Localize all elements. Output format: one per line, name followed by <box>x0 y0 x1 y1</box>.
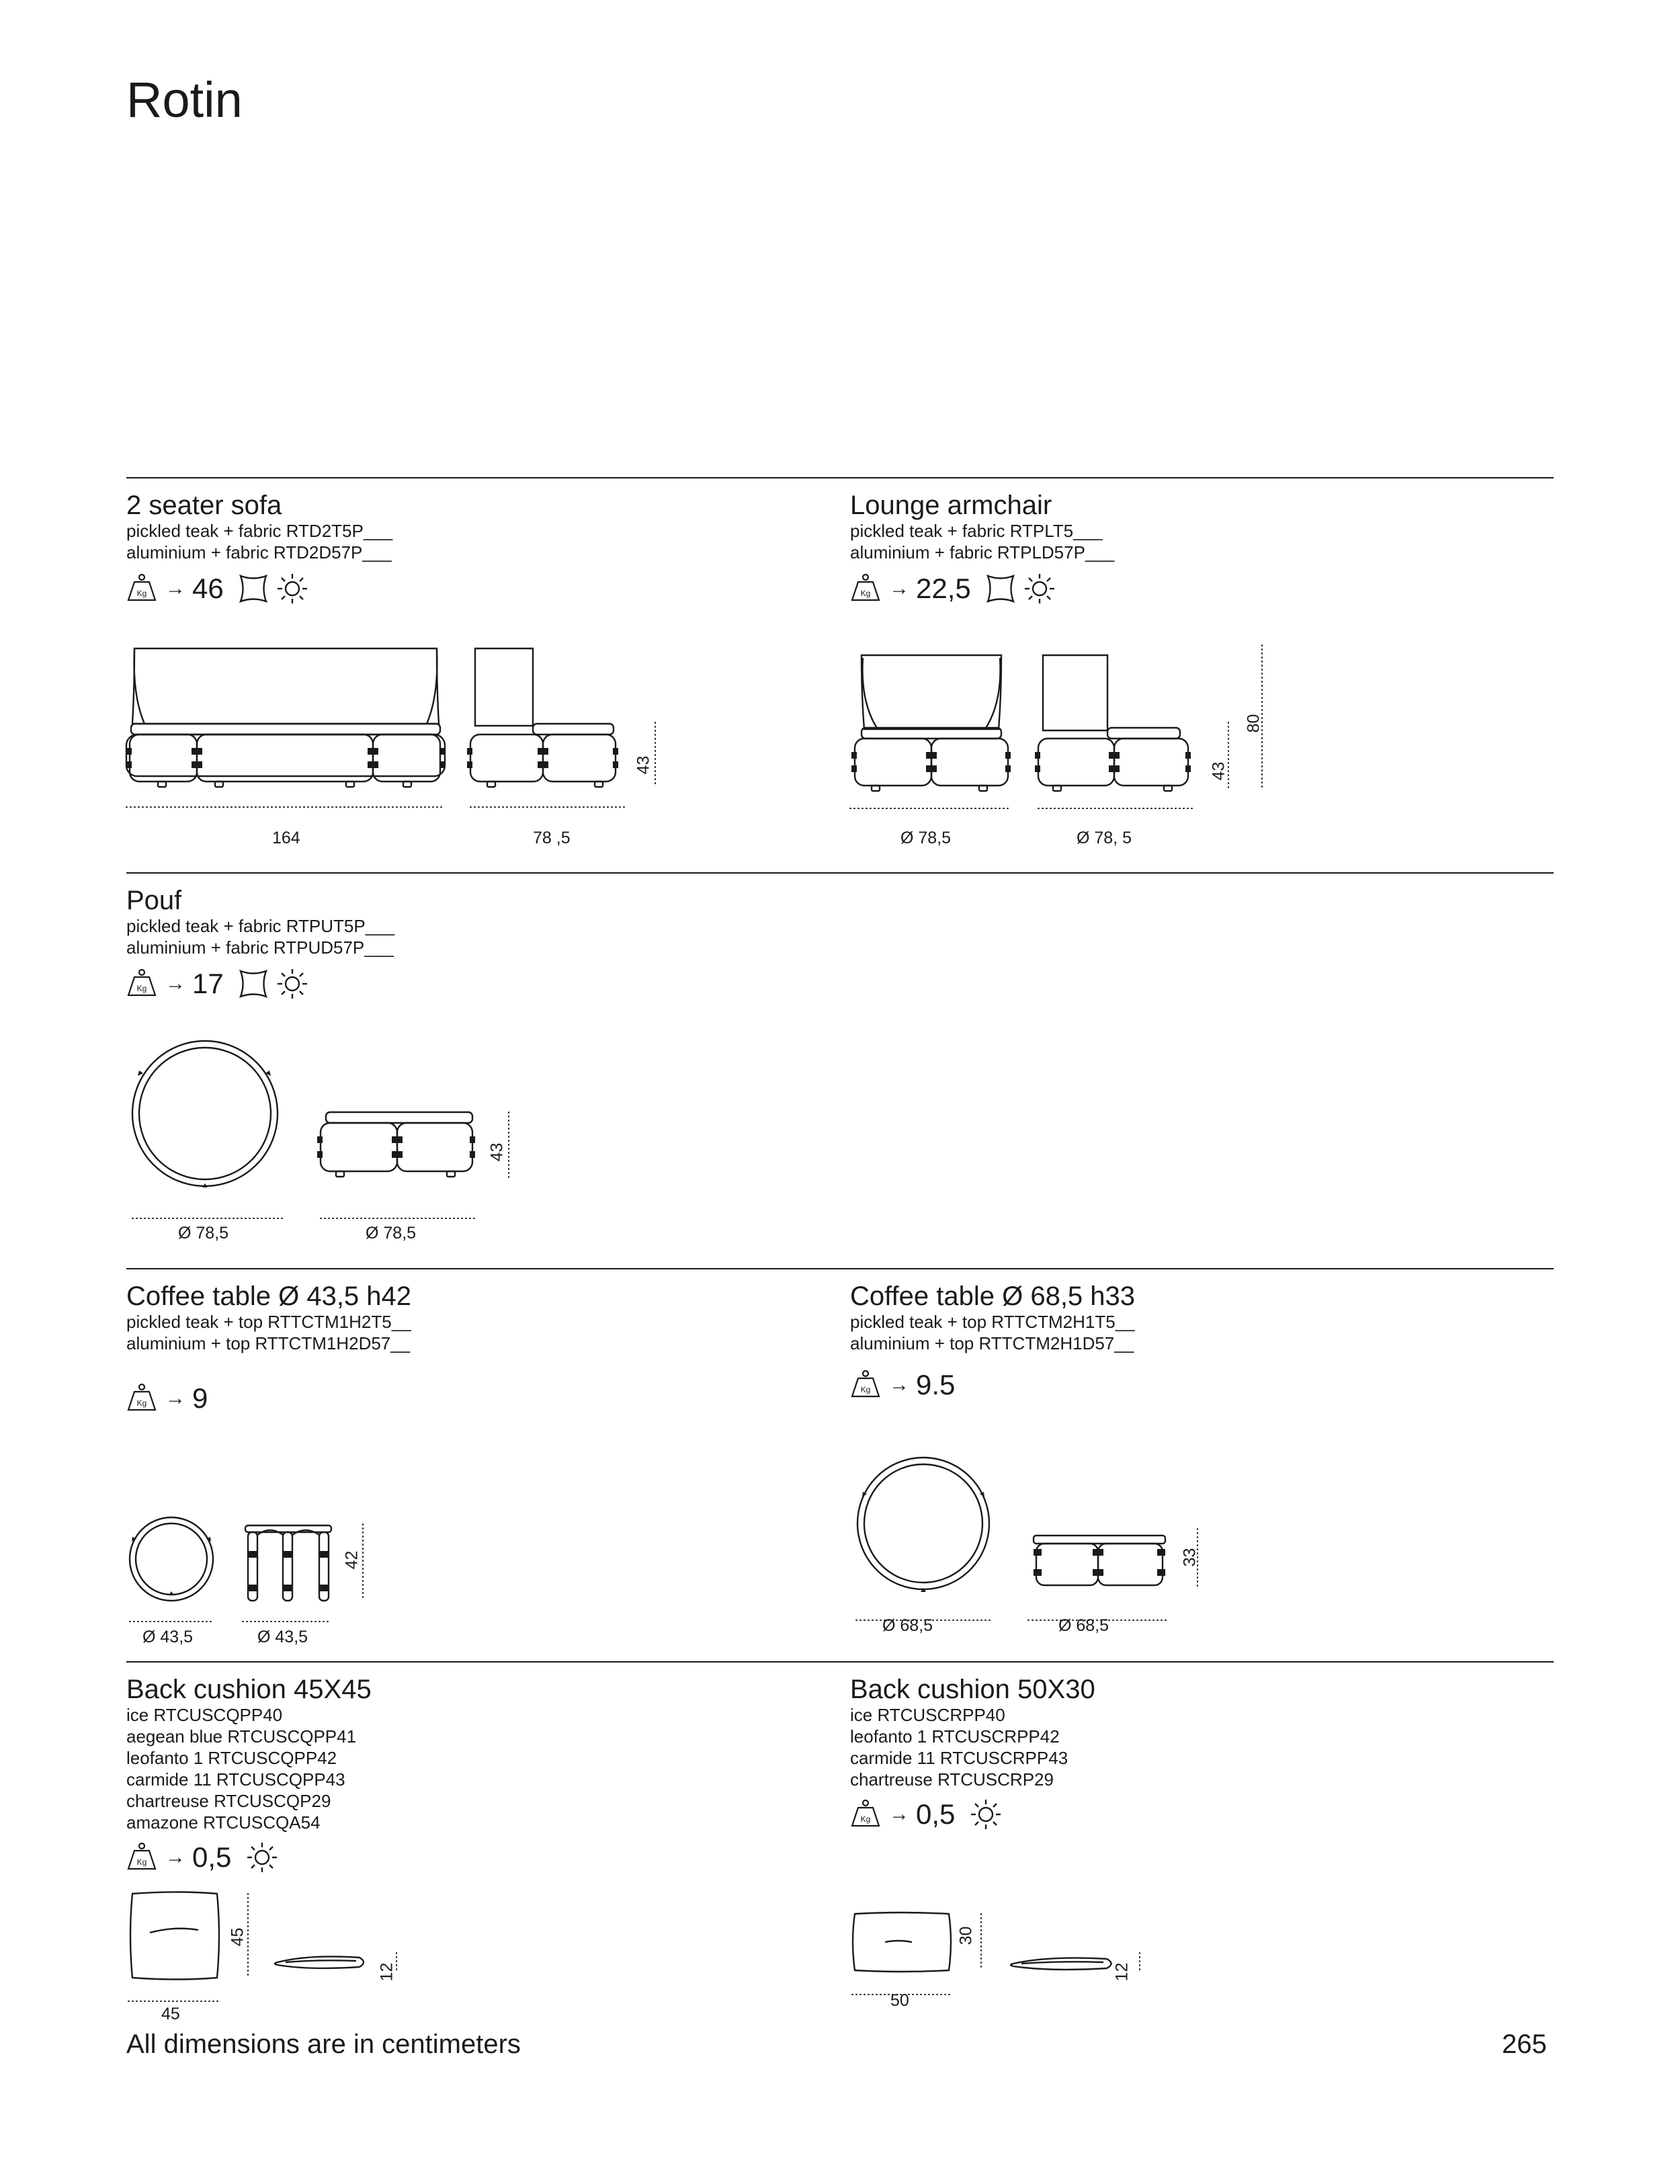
sun-outdoor-icon <box>245 1840 280 1875</box>
dimension-label: 45 <box>228 1927 247 1947</box>
variant-line: leofanto 1 RTCUSCRPP42 <box>850 1726 1060 1747</box>
arrow-icon: → <box>165 1387 185 1409</box>
product-title: 2 seater sofa <box>126 491 282 520</box>
product-meta <box>850 571 1114 606</box>
dimension-label: Ø 43,5 <box>142 1628 194 1646</box>
weight-kg-icon <box>126 1383 157 1414</box>
removable-cover-icon <box>984 573 1017 605</box>
arrow-icon: → <box>165 972 185 995</box>
svg-text:Kg: Kg <box>136 589 147 598</box>
cushion-45-drawing <box>124 1888 413 2009</box>
product-cushion-50 <box>850 1675 1095 1832</box>
product-title: Coffee table Ø 43,5 h42 <box>126 1282 412 1311</box>
weight-kg-icon <box>126 1842 157 1873</box>
spec-line: pickled teak + top RTTCTM1H2T5__ <box>126 1312 411 1332</box>
product-meta <box>850 1797 1095 1832</box>
product-title: Pouf <box>126 886 182 915</box>
product-armchair <box>850 491 1114 606</box>
section-divider <box>126 477 1554 478</box>
product-pouf <box>126 886 394 1001</box>
dimension-label: Ø 78,5 <box>178 1224 229 1243</box>
dimension-label: 45 <box>161 2005 180 2023</box>
variant-line: chartreuse RTCUSCQP29 <box>126 1791 331 1811</box>
dimension-label: 12 <box>377 1962 396 1982</box>
dimension-label: 164 <box>272 829 300 847</box>
svg-text:Kg: Kg <box>860 1814 871 1824</box>
product-meta <box>850 1368 1135 1402</box>
spec-line: pickled teak + fabric RTPUT5P___ <box>126 916 395 936</box>
section-divider <box>126 1661 1554 1663</box>
variant-line: amazone RTCUSCQA54 <box>126 1812 321 1833</box>
dimension-label: Ø 43,5 <box>257 1628 308 1646</box>
product-meta <box>126 966 394 1001</box>
product-coffee-table-large <box>850 1282 1135 1402</box>
variant-line: carmide 11 RTCUSCRPP43 <box>850 1748 1068 1768</box>
weight-value: 9 <box>192 1382 208 1414</box>
dimension-label: 43 <box>1209 761 1228 781</box>
arrow-icon: → <box>165 1846 185 1868</box>
dimension-label: Ø 68,5 <box>1058 1616 1109 1635</box>
arrow-icon: → <box>889 1803 909 1825</box>
weight-value: 22,5 <box>916 573 971 604</box>
sun-outdoor-icon <box>275 571 310 606</box>
svg-text:Kg: Kg <box>860 1385 871 1394</box>
weight-kg-icon <box>850 573 881 604</box>
dimension-label: Ø 78, 5 <box>1077 829 1132 847</box>
weight-value: 9.5 <box>916 1369 956 1400</box>
section-divider <box>126 872 1554 874</box>
spec-line: aluminium + fabric RTPUD57P___ <box>126 937 394 958</box>
dimension-label: 42 <box>342 1550 362 1570</box>
spec-line: aluminium + fabric RTPLD57P___ <box>850 542 1115 562</box>
product-meta <box>126 571 392 606</box>
spec-line: pickled teak + top RTTCTM2H1T5__ <box>850 1312 1135 1332</box>
spec-line: pickled teak + fabric RTPLT5___ <box>850 521 1103 541</box>
product-meta <box>126 1840 372 1875</box>
arrow-icon: → <box>889 577 909 599</box>
weight-kg-icon <box>850 1370 881 1400</box>
product-title: Coffee table Ø 68,5 h33 <box>850 1282 1136 1311</box>
product-title: Back cushion 50X30 <box>850 1675 1095 1704</box>
pouf-drawing <box>124 1038 528 1226</box>
variant-line: ice RTCUSCQPP40 <box>126 1705 283 1725</box>
dimension-label: 43 <box>634 755 653 775</box>
page-number: 265 <box>1502 2029 1547 2059</box>
weight-value: 0,5 <box>916 1798 956 1830</box>
removable-cover-icon <box>237 573 269 605</box>
dimension-label: 33 <box>1180 1548 1200 1567</box>
sun-outdoor-icon <box>275 966 310 1001</box>
weight-kg-icon <box>126 573 157 604</box>
dimension-label: 43 <box>487 1142 507 1162</box>
variant-line: leofanto 1 RTCUSCQPP42 <box>126 1748 337 1768</box>
dimension-label: 12 <box>1112 1962 1132 1982</box>
weight-kg-icon <box>126 968 157 999</box>
dimension-label: 80 <box>1244 714 1263 733</box>
variant-line: ice RTCUSCRPP40 <box>850 1705 1005 1725</box>
page-title: Rotin <box>126 72 243 128</box>
arrow-icon: → <box>165 577 185 599</box>
weight-value: 46 <box>192 573 224 604</box>
weight-value: 17 <box>192 968 224 999</box>
variant-line: aegean blue RTCUSCQPP41 <box>126 1726 357 1747</box>
svg-text:Kg: Kg <box>136 1857 147 1867</box>
spec-line: pickled teak + fabric RTD2T5P___ <box>126 521 393 541</box>
variant-line: chartreuse RTCUSCRP29 <box>850 1769 1054 1790</box>
dimension-label: 30 <box>956 1926 976 1945</box>
dimension-label: Ø 78,5 <box>900 829 952 847</box>
removable-cover-icon <box>237 968 269 1000</box>
spec-line: aluminium + top RTTCTM2H1D57__ <box>850 1333 1134 1353</box>
dimension-label: Ø 68,5 <box>882 1616 933 1635</box>
coffee-table-large-drawing <box>848 1455 1211 1630</box>
dimension-label: 78 ,5 <box>533 829 571 847</box>
sun-outdoor-icon <box>968 1797 1003 1832</box>
section-divider <box>126 1268 1554 1269</box>
dimension-label: Ø 78,5 <box>366 1224 417 1243</box>
arrow-icon: → <box>889 1374 909 1396</box>
sofa-drawing <box>124 642 682 813</box>
coffee-table-small-drawing <box>124 1512 380 1630</box>
svg-text:Kg: Kg <box>136 1398 147 1408</box>
variant-line: carmide 11 RTCUSCQPP43 <box>126 1769 345 1790</box>
product-sofa <box>126 491 392 606</box>
weight-kg-icon <box>850 1799 881 1830</box>
spec-line: aluminium + top RTTCTM1H2D57__ <box>126 1333 411 1353</box>
dimension-label: 50 <box>890 1991 909 2010</box>
product-coffee-table-small <box>126 1282 411 1416</box>
footer-note: All dimensions are in centimeters <box>126 2029 521 2059</box>
product-meta <box>126 1381 411 1416</box>
sun-outdoor-icon <box>1022 571 1057 606</box>
svg-text:Kg: Kg <box>136 984 147 993</box>
spec-line: aluminium + fabric RTD2D57P___ <box>126 542 392 562</box>
armchair-drawing <box>848 642 1265 813</box>
product-title: Back cushion 45X45 <box>126 1675 372 1704</box>
product-cushion-45 <box>126 1675 372 1875</box>
svg-text:Kg: Kg <box>860 589 871 598</box>
weight-value: 0,5 <box>192 1841 232 1873</box>
product-title: Lounge armchair <box>850 491 1052 520</box>
